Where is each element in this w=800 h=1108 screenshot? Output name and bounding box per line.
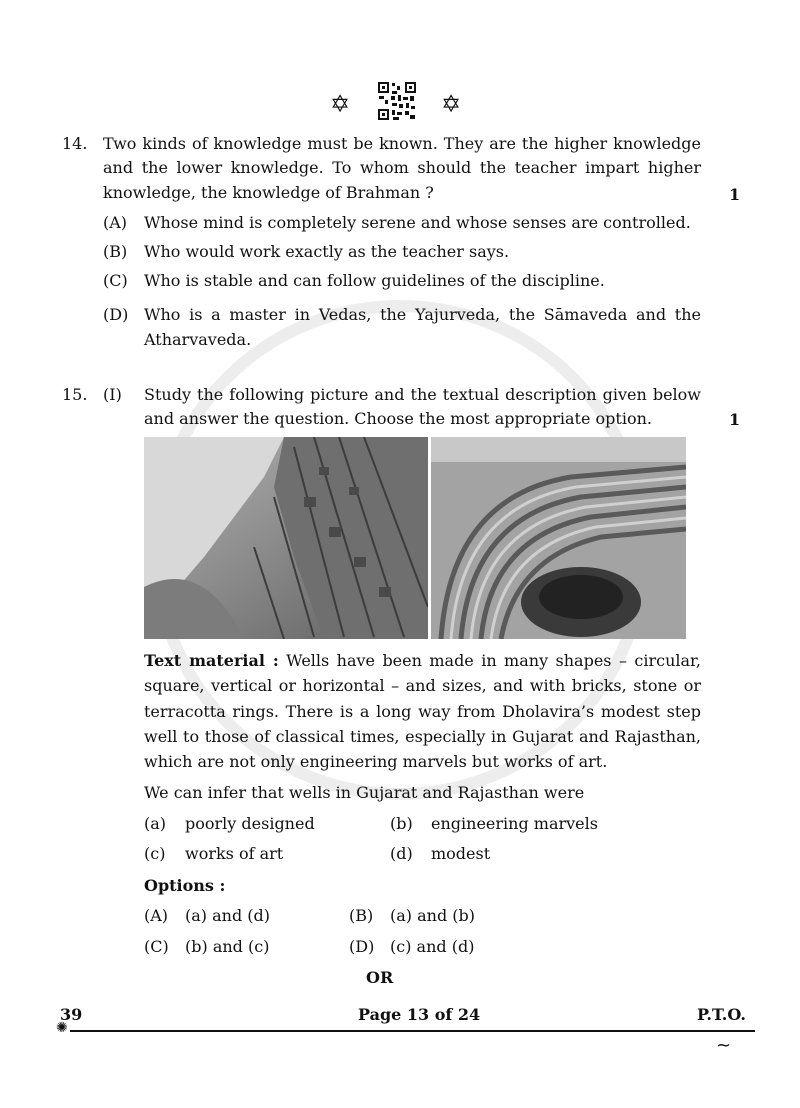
tilde-mark: ~ (716, 1035, 732, 1056)
choice-b-text: engineering marvels (431, 814, 598, 833)
q15-option-c-label: (C) (144, 937, 169, 956)
q14-option-c-text: Who is stable and can follow guidelines of the discipline. (144, 271, 605, 290)
choice-c-text: works of art (185, 844, 284, 863)
question-15-number: 15. (62, 385, 88, 404)
text-material-line-1-text: Wells have been made in many shapes – circular, (286, 651, 701, 670)
q15-option-d-label: (D) (349, 937, 375, 956)
q14-option-a-text: Whose mind is completely serene and whose senses are controlled. (144, 213, 691, 232)
question-14-line-1: Two kinds of knowledge must be known. They are the higher knowledge (103, 134, 701, 153)
paper-code: 39 (60, 1005, 83, 1024)
q15-option-a-label: (A) (144, 906, 169, 925)
star-of-david-icon-left: ✡ (330, 90, 351, 118)
q14-option-d-text-continued: Atharvaveda. (144, 330, 252, 349)
qr-code-icon (377, 81, 417, 121)
question-15-part: (I) (103, 385, 122, 404)
text-material-line-2: square, vertical or horizontal – and sizes, and with bricks, stone or (144, 676, 701, 695)
question-14-line-2: and the lower knowledge. To whom should the teacher impart higher (103, 158, 701, 177)
choice-a-label: (a) (144, 814, 167, 833)
text-material-line-5: which are not only engineering marvels but works of art. (144, 752, 608, 771)
choice-d-label: (d) (390, 844, 413, 863)
question-15-marks: 1 (729, 410, 741, 429)
ornament-icon: ✺ (56, 1020, 68, 1036)
q14-option-b-label: (B) (103, 242, 128, 261)
question-15-line-1: Study the following picture and the textual description given below (144, 385, 701, 404)
text-material-line-1 (144, 649, 701, 673)
stepwell-photo-right (431, 437, 686, 639)
or-separator: OR (366, 968, 394, 987)
q15-option-b-label: (B) (349, 906, 374, 925)
options-heading: Options : (144, 876, 226, 895)
pto-label: P.T.O. (697, 1005, 746, 1024)
question-14-marks: 1 (729, 185, 741, 204)
q14-option-d-label: (D) (103, 305, 129, 324)
stepwell-photo-left (144, 437, 428, 639)
inference-prompt: We can infer that wells in Gujarat and Rajasthan were (144, 783, 585, 802)
choice-b-label: (b) (390, 814, 413, 833)
question-14-number: 14. (62, 134, 88, 153)
q15-option-c-text: (b) and (c) (185, 937, 270, 956)
star-of-david-icon-right: ✡ (441, 90, 462, 118)
choice-d-text: modest (431, 844, 491, 863)
question-14-line-3: knowledge, the knowledge of Brahman ? (103, 183, 434, 202)
q14-option-c-label: (C) (103, 271, 128, 290)
text-material-line-3: terracotta rings. There is a long way from Dholavira’s modest step (144, 702, 701, 721)
footer-rule (70, 1030, 755, 1032)
text-material-line-4: well to those of classical times, especially in Gujarat and Rajasthan, (144, 727, 701, 746)
page-number: Page 13 of 24 (358, 1005, 481, 1024)
question-15-line-2: and answer the question. Choose the most appropriate option. (144, 409, 652, 428)
q15-option-a-text: (a) and (d) (185, 906, 271, 925)
choice-a-text: poorly designed (185, 814, 315, 833)
q15-option-b-text: (a) and (b) (390, 906, 476, 925)
q14-option-d-text: Who is a master in Vedas, the Yajurveda, the Sāmaveda and the (144, 305, 701, 324)
choice-c-label: (c) (144, 844, 166, 863)
text-material-label: Text material : (144, 651, 279, 670)
q15-option-d-text: (c) and (d) (390, 937, 475, 956)
q14-option-a-label: (A) (103, 213, 128, 232)
q14-option-b-text: Who would work exactly as the teacher says. (144, 242, 510, 261)
